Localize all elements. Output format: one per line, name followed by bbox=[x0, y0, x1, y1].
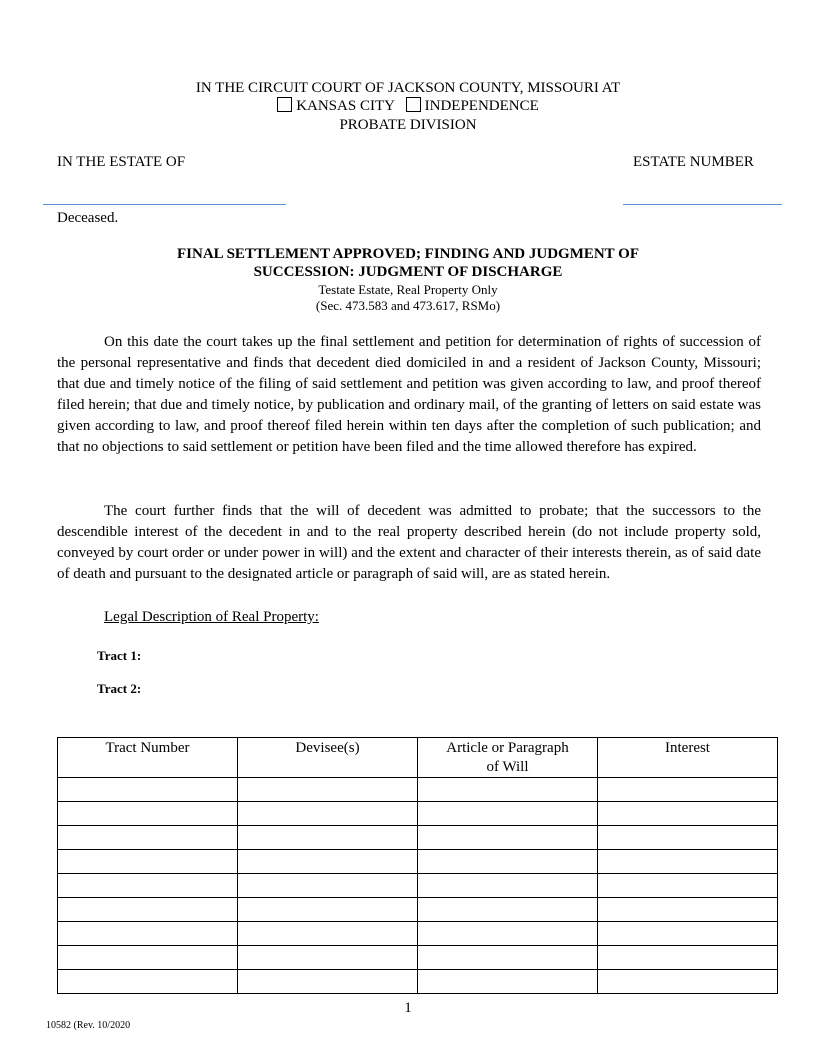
tract-1-label: Tract 1: bbox=[97, 648, 142, 663]
devisee-cell[interactable] bbox=[238, 946, 418, 970]
court-header: IN THE CIRCUIT COURT OF JACKSON COUNTY, MISSOURI AT bbox=[195, 80, 621, 96]
deceased-label: Deceased. bbox=[57, 210, 119, 226]
page-number: 1 bbox=[404, 1000, 412, 1016]
document-title-line1: FINAL SETTLEMENT APPROVED; FINDING AND JUDGMENT OF bbox=[177, 246, 639, 262]
location-options bbox=[0, 97, 816, 116]
tract-number-cell[interactable] bbox=[58, 826, 238, 850]
table-row bbox=[58, 874, 778, 898]
article-cell[interactable] bbox=[418, 778, 598, 802]
tract-number-header: Tract Number bbox=[58, 738, 238, 778]
interest-cell[interactable] bbox=[598, 826, 778, 850]
article-cell[interactable] bbox=[418, 874, 598, 898]
devisees-header: Devisee(s) bbox=[238, 738, 418, 778]
devisee-cell[interactable] bbox=[238, 922, 418, 946]
interest-cell[interactable] bbox=[598, 898, 778, 922]
estate-of-label: IN THE ESTATE OF bbox=[57, 154, 186, 170]
devisee-cell[interactable] bbox=[238, 970, 418, 994]
devisee-cell[interactable] bbox=[238, 874, 418, 898]
estate-number-field[interactable] bbox=[623, 204, 782, 205]
tract-number-cell[interactable] bbox=[58, 874, 238, 898]
legal-description-heading: Legal Description of Real Property: bbox=[104, 609, 319, 625]
independence-label: INDEPENDENCE bbox=[424, 98, 539, 114]
article-cell[interactable] bbox=[418, 826, 598, 850]
devisee-cell[interactable] bbox=[238, 898, 418, 922]
tract-number-cell[interactable] bbox=[58, 802, 238, 826]
estate-number-label: ESTATE NUMBER bbox=[633, 154, 754, 170]
interest-cell[interactable] bbox=[598, 922, 778, 946]
table-header-row bbox=[58, 738, 778, 778]
tract-number-cell[interactable] bbox=[58, 946, 238, 970]
findings-paragraph: On this date the court takes up the final settlement and petition for determination of rights of succession of the personal representative and finds that decedent died domiciled in and a resident of Jackson County, Missouri; that due and timely notice of the filing of said settlement and petition was given according to law, and proof thereof filed herein; that due and timely notice, by publication and ordinary mail, of the granting of letters on said estate was given according to law, and proof thereof filed herein within ten days after the completion of such publication; and that no objections to said settlement or petition have been filed and the time allowed therefore has expired. bbox=[57, 334, 761, 455]
article-cell[interactable] bbox=[418, 970, 598, 994]
table-row bbox=[58, 850, 778, 874]
estate-name-field[interactable] bbox=[43, 204, 286, 205]
article-header: Article or Paragraph of Will bbox=[418, 738, 598, 778]
interest-cell[interactable] bbox=[598, 946, 778, 970]
table-row bbox=[58, 802, 778, 826]
will-findings-paragraph: The court further finds that the will of decedent was admitted to probate; that the successors to the descendible interest of the decedent in and to the real property described herein (do not include property sold, conveyed by court order or under power in will) and the extent and character of their interests therein, as of said date of death and pursuant to the designated article or paragraph of said will, are as stated herein. bbox=[57, 503, 761, 582]
article-cell[interactable] bbox=[418, 946, 598, 970]
kansas-city-checkbox[interactable] bbox=[277, 97, 292, 112]
interest-cell[interactable] bbox=[598, 778, 778, 802]
tract-2-label: Tract 2: bbox=[97, 681, 142, 696]
table-row bbox=[58, 826, 778, 850]
interest-cell[interactable] bbox=[598, 850, 778, 874]
devisee-cell[interactable] bbox=[238, 826, 418, 850]
tract-number-cell[interactable] bbox=[58, 898, 238, 922]
devisee-cell[interactable] bbox=[238, 850, 418, 874]
devisee-cell[interactable] bbox=[238, 802, 418, 826]
tract-number-cell[interactable] bbox=[58, 778, 238, 802]
document-title-line2: SUCCESSION: JUDGMENT OF DISCHARGE bbox=[253, 264, 563, 280]
tract-number-cell[interactable] bbox=[58, 850, 238, 874]
probate-division: PROBATE DIVISION bbox=[339, 117, 477, 133]
article-cell[interactable] bbox=[418, 898, 598, 922]
statute-reference: (Sec. 473.583 and 473.617, RSMo) bbox=[315, 298, 501, 313]
kansas-city-label: KANSAS CITY bbox=[296, 98, 395, 114]
succession-table bbox=[57, 737, 778, 994]
table-row bbox=[58, 778, 778, 802]
independence-checkbox[interactable] bbox=[406, 97, 421, 112]
tract-number-cell[interactable] bbox=[58, 970, 238, 994]
table-row bbox=[58, 946, 778, 970]
article-cell[interactable] bbox=[418, 922, 598, 946]
tract-number-cell[interactable] bbox=[58, 922, 238, 946]
interest-header: Interest bbox=[598, 738, 778, 778]
table-row bbox=[58, 922, 778, 946]
form-number: 10582 (Rev. 10/2020 bbox=[46, 1020, 131, 1031]
article-cell[interactable] bbox=[418, 802, 598, 826]
table-row bbox=[58, 898, 778, 922]
devisee-cell[interactable] bbox=[238, 778, 418, 802]
document-subtitle: Testate Estate, Real Property Only bbox=[318, 282, 498, 297]
interest-cell[interactable] bbox=[598, 970, 778, 994]
table-row bbox=[58, 970, 778, 994]
article-cell[interactable] bbox=[418, 850, 598, 874]
interest-cell[interactable] bbox=[598, 874, 778, 898]
interest-cell[interactable] bbox=[598, 802, 778, 826]
